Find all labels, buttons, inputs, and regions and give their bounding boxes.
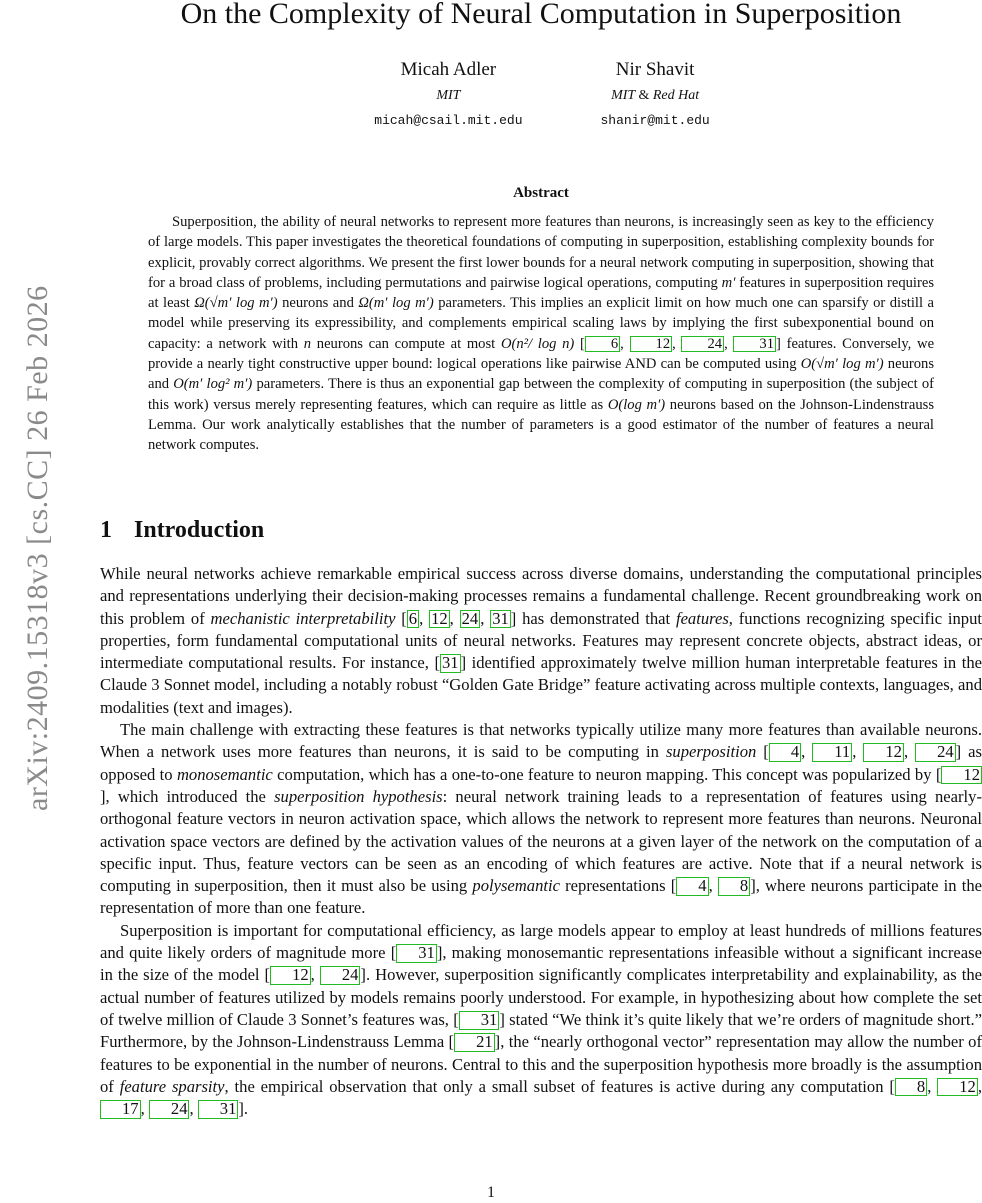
math-inline: Ω(√m′ log m′) (194, 295, 278, 312)
text-run: stated “We think it’s quite likely that we’re orders of magnitude short.” Furthermore, by the Johnson-Lindenstrauss Lemma (100, 1009, 982, 1052)
citation-link[interactable]: 12 (937, 1078, 978, 1097)
citation-link[interactable]: 24 (461, 608, 479, 628)
citation-link[interactable]: 12 (941, 766, 982, 785)
section-title: Introduction (134, 517, 265, 543)
text-run: as opposed to (100, 742, 982, 784)
text-run: , making monosemantic representations infeasible without a significant increase in the size of the model (100, 943, 982, 985)
emphasis: monosemantic (176, 764, 273, 784)
abstract-sentence: features in superposition requires at least (148, 274, 934, 312)
abstract-sentence: features. (786, 335, 837, 352)
text-run: The main challenge with extracting these features is that networks typically utilize many more features than available neurons. When a network uses more features than neurons, it is said to be computing in (100, 720, 982, 762)
paper-title: On the Complexity of Neural Computation in Superposition (180, 0, 902, 30)
citation-link[interactable]: 4 (676, 877, 708, 896)
author-block (262, 58, 822, 130)
abstract-sentence: Superposition, the ability of neural networks to represent more features than neurons, is increasingly seen as key to the efficiency of large models. This paper investigates the theoretical foundations of computing in superposition, establishing complexity bounds for explicit, provably correct algorithms. We present the first lower bounds for a neural network computing in superposition, showing that for a broad class of problems, including permutations and pairwise logical operations, computing (148, 214, 934, 291)
math-inline: n (303, 335, 312, 352)
author-name: Micah Adler (400, 59, 497, 80)
text-run: Superposition is important for computational efficiency, as large models appear to employ at least hundreds of millions features and quite likely orders of magnitude more (100, 920, 982, 963)
author-email[interactable]: micah@csail.mit.edu (374, 113, 523, 128)
affiliation-part: MIT (611, 88, 635, 103)
citation-link[interactable]: 21 (454, 1033, 495, 1052)
text-run: . However, superposition significantly complicates interpretability and explainability, as the actual number of features utilized by models remains poorly understood. For example, in hypothesizing about how complete the set of twelve million of Claude 3 Sonnet’s features was, (100, 965, 982, 1029)
abstract-sentence: neurons and (282, 295, 354, 312)
citation-link[interactable]: 8 (718, 877, 750, 896)
citation-link[interactable]: 31 (459, 1011, 500, 1030)
text-run: computation, which has a one-to-one feature to neuron mapping. This concept was popularized by (277, 764, 932, 784)
math-inline: O(log m′) (607, 396, 666, 413)
text-run: : neural network training leads to a representation of features using nearly-orthogonal feature vectors in neuron activation space, which allows the network to represent more features than neurons. Neuronal activation space vectors are defined by the activation values of the neurons at a given layer of the network on the computation of a specific input. Thus, feature vectors can be seen as an encoding of which features are active. Note that if a neural network is computing in superposition, then it must also be using (100, 786, 982, 896)
abstract-heading: Abstract (513, 185, 569, 201)
abstract-sentence: neurons and (148, 356, 935, 393)
emphasis: superposition (665, 742, 757, 762)
citation-link[interactable]: 6 (408, 608, 418, 628)
abstract-text: Superposition, the ability of neural networks to represent more features than neurons, is increasingly seen as key to the efficiency of large models. This paper investigates the theoretical foundations of computing in superposition, establishing complexity bounds for explicit, provably correct algorithms. We present the first lower bounds for a neural network computing in superposition, showing that for a broad class of problems, including permutations and pairwise logical operations, computing m′ features in superposition requires at least Ω(√m′ log m′) neurons and Ω(m′ log m′) parameters. This implies an explicit limit on how much one can sparsify or distill a model while preserving its expressibility, and complements empirical scaling laws by implying the first subexponential bound on capacity: a network with n neurons can compute at most O(n²/ log n) [ 6 , 12 , 24 , 31 ] features. Conversely, we provide a nearly tight constructive upper bound: logical operations like pairwise AND can be computed using O(√m′ log m′) neurons and O(m′ log² m′) parameters. There is thus an exponential gap between the complexity of computing in superposition (the subject of this work) versus merely representing features, which can require as little as O(log m′) neurons based on the Johnson-Lindenstrauss Lemma. Our work analytically establishes that the number of parameters is a good estimator of the number of features a neural network computes. (148, 214, 935, 454)
text-run: . (243, 1099, 249, 1119)
math-inline: O(√m′ log m′) (800, 356, 884, 373)
page-number: 1 (487, 1184, 495, 1201)
citation-link[interactable]: 11 (812, 743, 852, 762)
arxiv-stamp: arXiv:2409.15318v3 [cs.CC] 26 Feb 2026 (21, 285, 54, 811)
author-1 (374, 58, 522, 130)
abstract-sentence: Conversely, we provide a nearly tight constructive upper bound: logical operations like pairwise AND can be computed using (148, 335, 935, 373)
abstract-sentence: parameters. There is thus an exponential gap between the complexity of computing in superposition (the subject of this work) versus merely representing features, which can require as little as (148, 376, 935, 413)
text-run: has demonstrated that (522, 608, 671, 628)
paragraph-2: The main challenge with extracting these features is that networks typically utilize many more features than available neurons. When a network uses more features than neurons, it is said to be computing in superposition [ 4 , 11 , 12 , 24 ] as opposed to monosemantic computation, which has a one-to-one feature to neuron mapping. This concept was popularized by [ 12], which introduced the superposition hypothesis: neural network training leads to a representation of features using nearly-orthogonal feature vectors in neuron activation space, which allows the network to represent more features than neurons. Neuronal activation space vectors are defined by the activation values of the neurons at a given layer of the network on the computation of a specific input. Thus, feature vectors can be seen as an encoding of which features are active. Note that if a neural network is computing in superposition, then it must also be using polysemantic representations [ 4 , 8 ], where neurons participate in the representation of more than one feature. (100, 720, 982, 918)
text-run: , the “nearly orthogonal vector” representation may allow the number of features to be exponential in the number of neurons. Central to this and the superposition hypothesis more broadly is the assumption of (100, 1032, 982, 1096)
text-run: While neural networks achieve remarkable empirical success across diverse domains, understanding the computational principles and representations underlying their decision-making processes remains a fundamental challenge. Recent groundbreaking work on this problem of (100, 564, 982, 628)
author-affiliation (601, 87, 710, 105)
emphasis: feature sparsity (119, 1076, 225, 1096)
citation-link[interactable]: 24 (681, 336, 724, 353)
author-affiliation: MIT (436, 88, 461, 103)
paragraph-3: Superposition is important for computational efficiency, as large models appear to employ at least hundreds of millions features and quite likely orders of magnitude more [ 31 ], making monosemantic representations infeasible without a significant increase in the size of the model [ 12 , 24 ]. However, superposition significantly complicates interpretability and explainability, as the actual number of features utilized by models remains poorly understood. For example, in hypothesizing about how complete the set of twelve million of Claude 3 Sonnet’s features was, [ 31 ] stated “We think it’s quite likely that we’re orders of magnitude short.” Furthermore, by the Johnson-Lindenstrauss Lemma [ 21 ], the “nearly orthogonal vector” representation may allow the number of features to be exponential in the number of neurons. Central to this and the superposition hypothesis more broadly is the assumption of feature sparsity, the empirical observation that only a small subset of features is active during any computation [ 8 , 12 , 17 , 24 , 31 ]. (100, 920, 982, 1119)
paragraph-1: While neural networks achieve remarkable empirical success across diverse domains, understanding the computational principles and representations underlying their decision-making processes remains a fundamental challenge. Recent groundbreaking work on this problem of mechanistic interpretability [ 6 , 12 , 24 , 31 ] has demonstrated that features, functions recognizing specific input properties, form fundamental computational units of neural networks. Features may represent concrete objects, abstract ideas, or intermediate computational results. For instance, [ 31 ] identified approximately twelve million human interpretable features in the Claude 3 Sonnet model, including a notably robust “Golden Gate Bridge” feature activating across multiple contexts, languages, and modalities (text and images). (100, 564, 982, 717)
citation-link[interactable]: 31 (198, 1100, 239, 1119)
citation-link[interactable]: 12 (630, 336, 673, 353)
text-run: , where neurons participate in the representation of more than one feature. (100, 876, 982, 918)
emphasis: polysemantic (472, 876, 560, 896)
introduction-body (100, 563, 982, 1120)
citation-link[interactable]: 31 (733, 336, 776, 353)
abstract-sentence: parameters. This implies an explicit limit on how much one can sparsify or distill a model while preserving its expressibility, and complements empirical scaling laws by implying the first subexponential bound on capacity: a network with (148, 295, 934, 352)
text-run: identified approximately twelve million human interpretable features in the Claude 3 Sonnet model, including a notably robust “Golden Gate Bridge” feature activating across multiple contexts, languages, and modalities (text and images). (100, 653, 982, 717)
section-number: 1 (100, 517, 112, 543)
citation-link[interactable]: 8 (895, 1078, 927, 1097)
author-2 (601, 58, 710, 130)
author-email[interactable]: shanir@mit.edu (600, 113, 710, 128)
section-heading (100, 514, 264, 546)
affiliation-part: Red Hat (652, 88, 700, 103)
math-inline: O(m′ log² m′) (173, 376, 253, 393)
author-name: Nir Shavit (615, 59, 695, 80)
citation-link[interactable]: 24 (320, 966, 361, 985)
affiliation-amp: & (638, 88, 650, 103)
citation-link[interactable]: 17 (100, 1100, 141, 1119)
abstract-sentence: neurons based on the Johnson-Lindenstrauss Lemma. Our work analytically establishes that the number of parameters is a good estimator of the number of features a neural network computes. (148, 396, 935, 454)
citation-link[interactable]: 4 (769, 743, 801, 762)
text-run: , the empirical observation that only a small subset of features is active during any computation (224, 1076, 884, 1096)
citation-link[interactable]: 24 (915, 743, 956, 762)
text-run: , which introduced the (105, 786, 266, 806)
citation-link[interactable]: 24 (149, 1100, 190, 1119)
emphasis: features (675, 608, 729, 628)
text-run: , functions recognizing specific input properties, form fundamental computational units of neural networks. Features may represent concrete objects, abstract ideas, or intermediate computational results. For instance, (100, 608, 982, 673)
citation-link[interactable]: 12 (863, 743, 904, 762)
math-inline: Ω(m′ log m′) (358, 295, 434, 312)
emphasis: superposition hypothesis (274, 786, 443, 806)
math-inline: m′ (721, 274, 736, 291)
abstract-sentence: neurons can compute at most (316, 335, 496, 352)
citation-link[interactable]: 31 (441, 653, 459, 673)
citation-link[interactable]: 12 (431, 608, 448, 628)
citation-link[interactable]: 31 (492, 608, 509, 628)
math-inline: O(n²/ log n) (500, 335, 575, 352)
text-run: representations (565, 876, 666, 896)
citation-link[interactable]: 31 (396, 944, 437, 963)
emphasis: mechanistic interpretability (210, 608, 396, 628)
citation-link[interactable]: 6 (585, 336, 620, 353)
citation-link[interactable]: 12 (270, 966, 311, 985)
